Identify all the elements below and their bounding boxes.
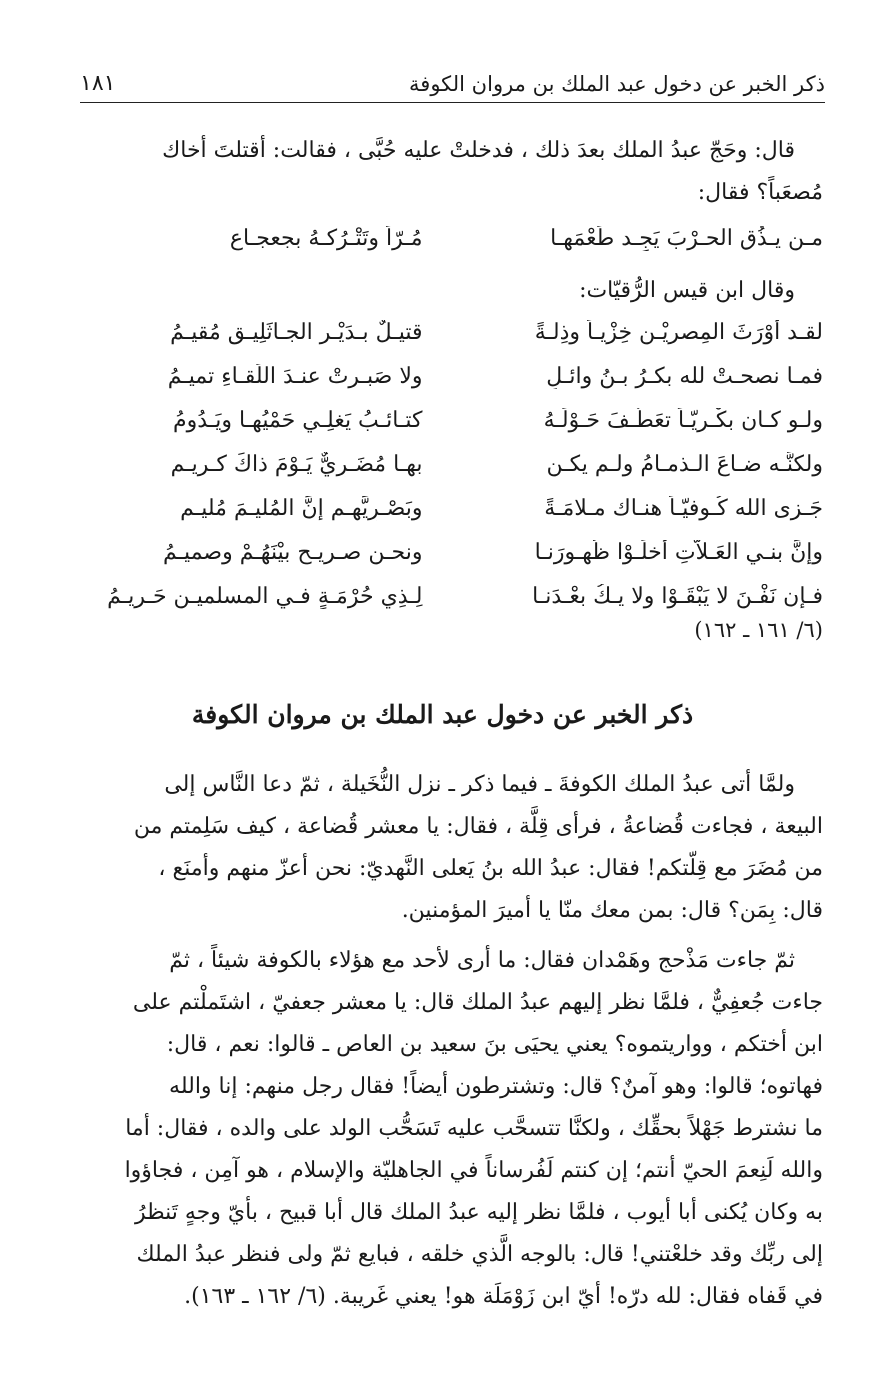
hemistich-second: ونحـن صـريـح بيْنَهُـمْ وصميـمُ: [162, 539, 423, 565]
hemistich-second: وبَصْـرِيَّهـم إنَّ المُليـمَ مُليـم: [180, 495, 423, 521]
text-line: ولمَّا أتى عبدُ الملك الكوفةَ ـ فيما ذكر ـ نزل النُّخَيلة ، ثمّ دعا النَّاس إلى: [164, 772, 795, 797]
text-line: إلى ربِّك وقد خلعْتني! قال: بالوجه الَّذي خلقه ، فبايع ثمّ ولى فنظر عبدُ الملك: [136, 1242, 823, 1267]
verse-row: [78, 486, 823, 530]
hemistich-second: كتـائـبُ يَغلِـي حَمْيُهـا ويَـدُومُ: [173, 407, 423, 433]
hemistich-second: لِـذِي حُرْمَـةٍ فـي المسلميـن حَـريـمُ: [107, 583, 423, 609]
text-line: ثمّ جاءت مَذْحج وهَمْدان فقال: ما أرى لأحد مع هؤلاء بالكوفة شيئاً ، ثمّ: [169, 948, 795, 973]
text-line: به وكان يُكنى أبا أيوب ، فلمَّا نظر إليه عبدُ الملك قال أبا قبيح ، بأيّ وجهٍ تَنظرُ: [134, 1200, 823, 1225]
text-line: فهاتوه؛ قالوا: وهو آمنٌ؟ قال: وتشترطون أيضاً! فقال رجل منهم: إنا والله: [169, 1074, 823, 1099]
verse-row: [78, 310, 823, 354]
intro-paragraph: [78, 130, 823, 214]
text-line: قال: بِمَن؟ قال: بمن معك منّا يا أميرَ المؤمنين.: [401, 898, 823, 923]
text-line: جاءت جُعفِيٌّ ، فلمَّا نظر إليهم عبدُ الملك قال: يا معشر جعفيّ ، اشتَملْتم على: [132, 990, 823, 1015]
verse-row: [78, 398, 823, 442]
hemistich-first: مـن يـذُقِ الحـرْبَ يَجِـد طَعْمَهـا: [550, 225, 823, 251]
poem: [78, 310, 823, 642]
page-header: [80, 58, 825, 103]
hemistich-second: قتيـلٌ بـدَيْـر الجـاثَلِيـقِ مُقيـمُ: [170, 319, 423, 345]
text-line: والله لَنِعمَ الحيّ أنتم؛ إن كنتم لَفُرساناً في الجاهليّة والإسلام ، هو آمِن ، فجاؤوا: [124, 1158, 823, 1183]
intro-line: قال: وحَجّ عبدُ الملك بعدَ ذلك ، فدخلتْ عليه حُبَّى ، فقالت: أقتلتَ أخاك: [162, 138, 795, 163]
hemistich-first: وإنَّ بنـي العَـلاَّتِ أخلَـوْا ظُهـورَنـا: [534, 539, 823, 565]
text-line: ما نشترط جَهْلاً بحقِّك ، ولكنَّا تتسحَّب عليه تَسَحُّب الولد على والده ، فقال: أما: [125, 1116, 823, 1141]
verse-single: [78, 216, 823, 260]
paragraph-jufi: [78, 940, 823, 1318]
hemistich-first: لقـد أوْرَثَ المِصريْـنِ خِزْيـاً وذِلـةً: [534, 319, 823, 345]
hemistich-second: مُـرّاً وتَتْـرُكـهُ بجعجـاعِ: [229, 225, 423, 251]
hemistich-first: فمـا نصحـتْ لله بكـرُ بـنُ وائـلٍ: [546, 363, 823, 389]
hemistich-second: ولا صَبـرتْ عنـدَ اللِّقـاءِ تميـمُ: [167, 363, 423, 389]
verse-row: [78, 216, 823, 260]
hemistich-first: جَـزى الله كُـوفيّـاً هنـاك مـلامَـةً: [544, 495, 823, 521]
paragraph-arrival: [78, 764, 823, 932]
verse-row: [78, 354, 823, 398]
poet-intro: [78, 270, 823, 312]
hemistich-second: بهـا مُضَـرِيٌّ يَـوْمَ ذاكَ كـريـم: [170, 451, 423, 477]
intro-line: مُصعَباً؟ فقال:: [697, 180, 823, 205]
hemistich-first: ولكنَّـه ضـاعَ الـذمـامُ ولـم يكـن: [546, 451, 823, 477]
text-line: ابن أختكم ، وواريتموه؟ يعني يحيَى بنَ سعيد بن العاص ـ قالوا: نعم ، قال:: [166, 1032, 823, 1057]
hemistich-first: فـإن نَفْـنَ لا يَبْقَـوْا ولا يـكُ بعْـدَنـا: [532, 583, 823, 609]
poet-intro-line: وقال ابن قيس الرُّقيّات:: [579, 278, 795, 303]
text-line: البيعة ، فجاءت قُضاعةُ ، فرأى قِلَّة ، فقال: يا معشر قُضاعة ، كيف سَلِمتم من: [133, 814, 823, 839]
text-line: من مُضَرَ مع قِلّتكم! فقال: عبدُ الله بنُ يَعلى النَّهديّ: نحن أعزّ منهم وأمنَع ،: [158, 856, 823, 881]
running-title: ذكر الخبر عن دخول عبد الملك بن مروان الكوفة: [409, 72, 825, 96]
text-line: في قَفاه فقال: لله درّه! أيّ ابن زَوْمَلَة هو! يعني غَريبة. (٦/ ١٦٢ ـ ١٦٣).: [184, 1284, 823, 1309]
verse-row: [78, 530, 823, 574]
section-title: ذكر الخبر عن دخول عبد الملك بن مروان الكوفة: [191, 700, 694, 729]
poem-reference: (٦/ ١٦١ ـ ١٦٢): [694, 618, 823, 642]
hemistich-first: ولـو كـان بكْـرِيّـاً تعَطَّـفَ حَـوْلَـهُ: [543, 407, 823, 433]
verse-row: [78, 442, 823, 486]
page-number: ١٨١: [80, 71, 116, 96]
verse-row: [78, 574, 823, 618]
